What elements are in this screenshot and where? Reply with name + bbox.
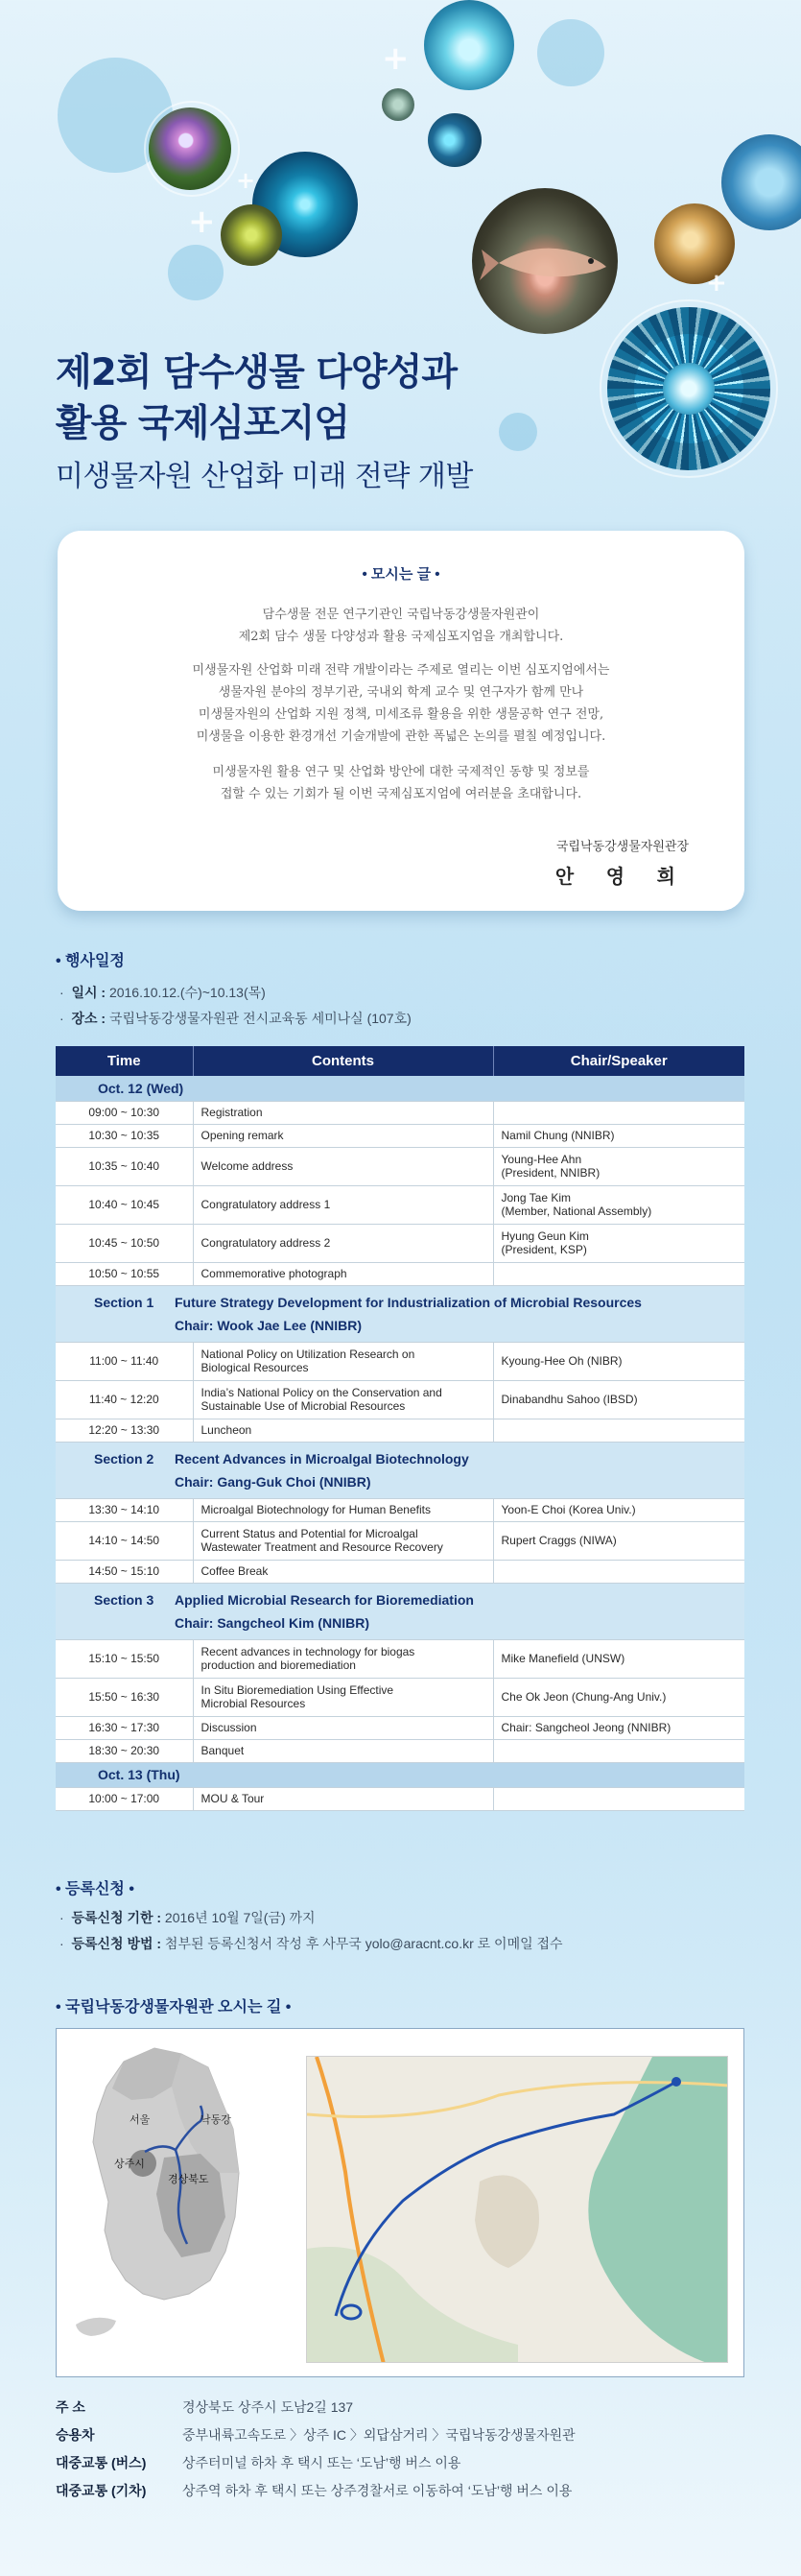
section-row <box>56 1442 744 1498</box>
bus-value: 상주터미널 하차 후 택시 또는 ‘도남’행 버스 이용 <box>182 2455 461 2470</box>
content-cell: Opening remark <box>193 1124 493 1147</box>
deadline-value: 2016년 10월 7일(금) 까지 <box>161 1910 316 1925</box>
fish-icon <box>472 188 618 334</box>
map-label-river: 낙동강 <box>200 2114 231 2126</box>
invitation-paragraph-3 <box>96 761 706 805</box>
registration-deadline <box>59 1908 316 1927</box>
invitation-heading: • 모시는 글 • <box>362 566 440 583</box>
table-row <box>56 1739 744 1762</box>
text-line: 미생물을 이용한 환경개선 기술개발에 관한 폭넓은 논의를 펼칠 예정입니다. <box>196 729 606 744</box>
route-map-drawing <box>307 2057 728 2363</box>
text-line: 접할 수 있는 기회가 될 이번 국제심포지엄에 여러분을 초대합니다. <box>220 787 582 801</box>
map-label-seoul: 서울 <box>130 2114 151 2126</box>
day-label: Oct. 12 (Wed) <box>56 1076 744 1101</box>
header-time: Time <box>56 1046 193 1076</box>
diatom-photo <box>424 0 514 90</box>
route-map <box>306 2056 728 2363</box>
plankton-photo <box>428 113 482 167</box>
table-row <box>56 1521 744 1560</box>
registration-heading: • 등록신청 • <box>56 1881 134 1897</box>
section-title-line <box>94 1291 737 1314</box>
place-label: 장소 : <box>71 1011 106 1026</box>
day-label: Oct. 13 (Thu) <box>56 1762 744 1787</box>
invitation-card <box>58 531 744 911</box>
speaker-cell: Che Ok Jeon (Chung-Ang Univ.) <box>493 1678 744 1716</box>
content-cell: MOU & Tour <box>193 1787 493 1810</box>
location-map <box>56 2028 744 2377</box>
content-cell: Welcome address <box>193 1147 493 1185</box>
table-row <box>56 1639 744 1678</box>
section-cell <box>56 1285 744 1342</box>
directions-car <box>56 2425 576 2445</box>
section-topic: Recent Advances in Microalgal Biotechnology <box>175 1450 469 1467</box>
time-cell: 10:00 ~ 17:00 <box>56 1787 193 1810</box>
map-label-sangju: 상주시 <box>114 2159 145 2170</box>
signature-name: 안 영 희 <box>554 867 689 888</box>
table-row <box>56 1498 744 1521</box>
car-value: 중부내륙고속도로 〉상주 IC 〉외답삼거리 〉국립낙동강생물자원관 <box>182 2427 576 2443</box>
time-cell: 14:50 ~ 15:10 <box>56 1560 193 1583</box>
time-cell: 15:10 ~ 15:50 <box>56 1639 193 1678</box>
section-number: Section 2 <box>94 1450 154 1467</box>
train-label: 대중교통 (기차) <box>56 2483 147 2498</box>
section-title-line <box>94 1447 737 1470</box>
table-row <box>56 1380 744 1419</box>
table-row <box>56 1185 744 1224</box>
deadline-label: 등록신청 기한 : <box>71 1910 162 1925</box>
table-row <box>56 1716 744 1739</box>
table-row <box>56 1560 744 1583</box>
content-cell: National Policy on Utilization Research on Biological Resources <box>193 1342 493 1380</box>
schedule-table <box>56 1046 744 1811</box>
time-cell: 13:30 ~ 14:10 <box>56 1498 193 1521</box>
text-line: 제2회 담수 생물 다양성과 활용 국제심포지엄을 개최합니다. <box>238 630 564 644</box>
invitation-paragraph-1 <box>96 604 706 648</box>
radiolarian-photo <box>607 307 770 470</box>
day-row <box>56 1762 744 1787</box>
table-row <box>56 1101 744 1124</box>
content-cell: Luncheon <box>193 1419 493 1442</box>
section-row <box>56 1583 744 1639</box>
content-cell: Coffee Break <box>193 1560 493 1583</box>
speaker-cell: Jong Tae Kim (Member, National Assembly) <box>493 1185 744 1224</box>
bokeh-dot <box>537 19 604 86</box>
table-header-row <box>56 1046 744 1076</box>
time-cell: 18:30 ~ 20:30 <box>56 1739 193 1762</box>
train-value: 상주역 하차 후 택시 또는 상주경찰서로 이동하여 ‘도남’행 버스 이용 <box>182 2483 573 2498</box>
speaker-cell <box>493 1262 744 1285</box>
content-cell: Microalgal Biotechnology for Human Benefits <box>193 1498 493 1521</box>
section-cell <box>56 1442 744 1498</box>
bus-label: 대중교통 (버스) <box>56 2455 147 2470</box>
speaker-cell: Kyoung-Hee Oh (NIBR) <box>493 1342 744 1380</box>
directions-train <box>56 2481 572 2500</box>
subtitle: 미생물자원 산업화 미래 전략 개발 <box>56 460 473 493</box>
plus-icon: + <box>382 39 410 78</box>
content-cell: Congratulatory address 2 <box>193 1224 493 1262</box>
text-line: 미생물자원의 산업화 지원 정책, 미세조류 활용을 위한 생물공학 연구 전망, <box>198 707 604 722</box>
speaker-cell: Chair: Sangcheol Jeong (NNIBR) <box>493 1716 744 1739</box>
time-cell: 15:50 ~ 16:30 <box>56 1678 193 1716</box>
method-label: 등록신청 방법 : <box>71 1936 162 1951</box>
bullet: · <box>59 1011 72 1026</box>
speaker-cell: Rupert Craggs (NIWA) <box>493 1521 744 1560</box>
plus-icon: + <box>188 203 216 241</box>
section-chair: Chair: Gang-Guk Choi (NNIBR) <box>175 1473 371 1490</box>
bullet: · <box>59 985 72 1000</box>
speaker-cell: Yoon-E Choi (Korea Univ.) <box>493 1498 744 1521</box>
event-date <box>59 983 266 1002</box>
time-cell: 09:00 ~ 10:30 <box>56 1101 193 1124</box>
event-schedule-heading: • 행사일정 <box>56 953 125 969</box>
time-cell: 16:30 ~ 17:30 <box>56 1716 193 1739</box>
content-cell: India’s National Policy on the Conservation and Sustainable Use of Microbial Resources <box>193 1380 493 1419</box>
content-cell: In Situ Bioremediation Using Effective Microbial Resources <box>193 1678 493 1716</box>
registration-method <box>59 1934 563 1953</box>
page-title <box>56 347 593 497</box>
section-cell <box>56 1583 744 1639</box>
microbe-photo <box>721 134 801 230</box>
content-cell: Commemorative photograph <box>193 1262 493 1285</box>
text-line: 미생물자원 산업화 미래 전략 개발이라는 주제로 열리는 이번 심포지엄에서는 <box>192 663 610 678</box>
water-lily-photo <box>149 107 231 190</box>
section-chair: Chair: Wook Jae Lee (NNIBR) <box>175 1317 362 1333</box>
section-number: Section 3 <box>94 1591 154 1608</box>
content-cell: Congratulatory address 1 <box>193 1185 493 1224</box>
plus-icon: + <box>236 167 256 194</box>
table-row <box>56 1419 744 1442</box>
directions-heading: • 국립낙동강생물자원관 오시는 길 • <box>56 1999 292 2015</box>
speaker-cell <box>493 1560 744 1583</box>
speaker-cell <box>493 1101 744 1124</box>
section-topic: Applied Microbial Research for Bioremediation <box>175 1591 474 1608</box>
speaker-cell <box>493 1419 744 1442</box>
invitation-paragraph-2 <box>96 659 706 748</box>
date-value: 2016.10.12.(수)~10.13(목) <box>106 985 266 1000</box>
table-row <box>56 1262 744 1285</box>
table-row <box>56 1124 744 1147</box>
speaker-cell <box>493 1739 744 1762</box>
content-cell: Registration <box>193 1101 493 1124</box>
table-row <box>56 1224 744 1262</box>
speaker-cell: Namil Chung (NNIBR) <box>493 1124 744 1147</box>
method-value: 첨부된 등록신청서 작성 후 사무국 yolo@aracnt.co.kr 로 이메일 접수 <box>161 1936 563 1951</box>
table-row <box>56 1787 744 1810</box>
time-cell: 10:35 ~ 10:40 <box>56 1147 193 1185</box>
time-cell: 10:30 ~ 10:35 <box>56 1124 193 1147</box>
time-cell: 14:10 ~ 14:50 <box>56 1521 193 1560</box>
time-cell: 10:45 ~ 10:50 <box>56 1224 193 1262</box>
bokeh-dot <box>168 245 224 300</box>
content-cell: Current Status and Potential for Microalgal Wastewater Treatment and Resource Recovery <box>193 1521 493 1560</box>
section-title-line <box>94 1588 737 1611</box>
car-label: 승용차 <box>56 2427 95 2443</box>
directions-bus <box>56 2453 460 2472</box>
section-row <box>56 1285 744 1342</box>
speaker-cell <box>493 1787 744 1810</box>
speaker-cell: Young-Hee Ahn (President, NNIBR) <box>493 1147 744 1185</box>
section-chair: Chair: Sangcheol Kim (NNIBR) <box>175 1614 370 1631</box>
bullet: · <box>59 1936 72 1951</box>
fish-photo <box>472 188 618 334</box>
table-row <box>56 1342 744 1380</box>
day-row <box>56 1076 744 1101</box>
speaker-cell: Mike Manefield (UNSW) <box>493 1639 744 1678</box>
time-cell: 10:40 ~ 10:45 <box>56 1185 193 1224</box>
table-row <box>56 1678 744 1716</box>
content-cell: Banquet <box>193 1739 493 1762</box>
speaker-cell: Dinabandhu Sahoo (IBSD) <box>493 1380 744 1419</box>
section-topic: Future Strategy Development for Industrialization of Microbial Resources <box>175 1294 642 1310</box>
address-label: 주 소 <box>56 2399 85 2415</box>
content-cell: Recent advances in technology for biogas production and bioremediation <box>193 1639 493 1678</box>
content-cell: Discussion <box>193 1716 493 1739</box>
korea-map <box>57 2029 258 2378</box>
time-cell: 12:20 ~ 13:30 <box>56 1419 193 1442</box>
table-row <box>56 1147 744 1185</box>
date-label: 일시 : <box>71 985 106 1000</box>
place-value: 국립낙동강생물자원관 전시교육동 세미나실 (107호) <box>106 1011 412 1026</box>
bullet: · <box>59 1910 72 1925</box>
speaker-cell: Hyung Geun Kim (President, KSP) <box>493 1224 744 1262</box>
time-cell: 11:40 ~ 12:20 <box>56 1380 193 1419</box>
text-line: 미생물자원 활용 연구 및 산업화 방안에 대한 국제적인 동향 및 정보를 <box>212 765 590 779</box>
address-value: 경상북도 상주시 도남2길 137 <box>182 2399 354 2415</box>
header-contents: Contents <box>193 1046 493 1076</box>
cell-photo <box>382 88 414 121</box>
title-line-1: 제2회 담수생물 다양성과 <box>56 351 458 394</box>
map-label-gyeongbuk: 경상북도 <box>168 2174 209 2185</box>
section-number: Section 1 <box>94 1294 154 1310</box>
title-line-2: 활용 국제심포지엄 <box>56 402 349 445</box>
plus-icon: + <box>706 269 727 298</box>
directions-address <box>56 2397 353 2417</box>
header-speaker: Chair/Speaker <box>493 1046 744 1076</box>
algae-photo <box>221 204 282 266</box>
signature-organization: 국립낙동강생물자원관장 <box>555 839 689 853</box>
event-place <box>59 1009 412 1028</box>
text-line: 담수생물 전문 연구기관인 국립낙동강생물자원관이 <box>262 608 540 622</box>
text-line: 생물자원 분야의 정부기관, 국내외 학계 교수 및 연구자가 함께 만나 <box>218 685 584 700</box>
time-cell: 10:50 ~ 10:55 <box>56 1262 193 1285</box>
time-cell: 11:00 ~ 11:40 <box>56 1342 193 1380</box>
